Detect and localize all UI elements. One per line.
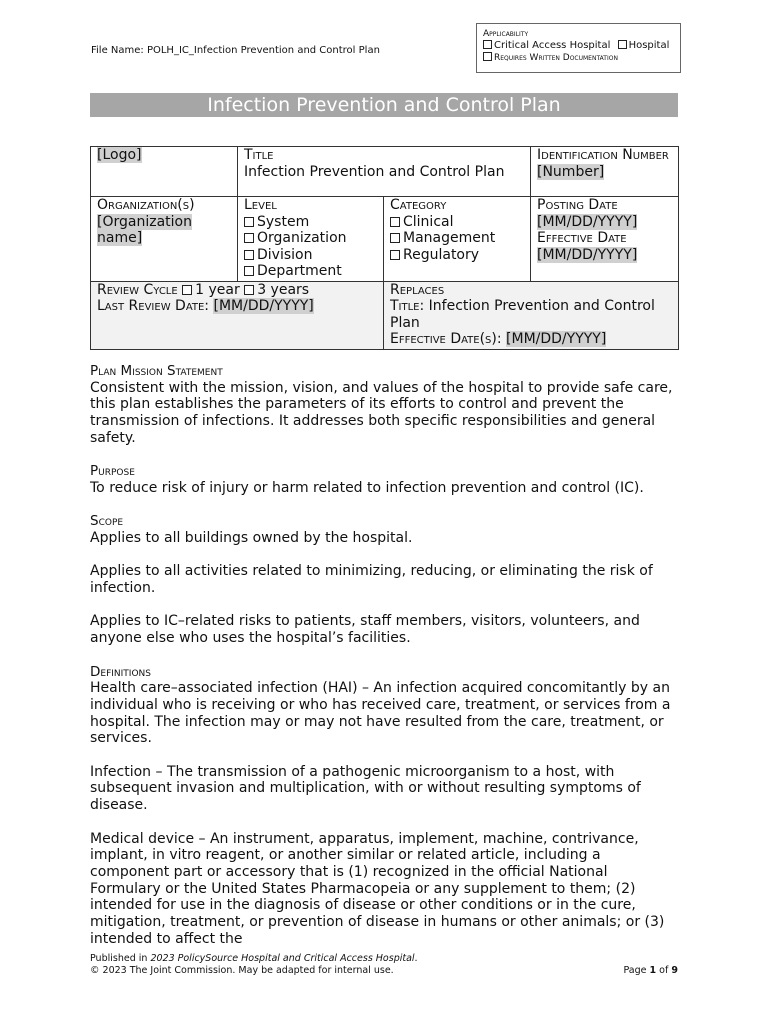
title-cell — [238, 147, 531, 197]
definitions-section — [90, 664, 682, 948]
published-suffix: . — [414, 953, 418, 964]
page-total: 9 — [671, 965, 678, 976]
level-department-checkbox[interactable] — [244, 266, 254, 276]
applicability-box — [476, 23, 681, 73]
purpose-heading: Purpose — [90, 463, 135, 480]
file-name: File Name: POLH_IC_Infection Prevention and Control Plan — [91, 45, 380, 56]
category-regulatory-label: Regulatory — [403, 246, 480, 263]
purpose-text: To reduce risk of injury or harm related to infection prevention and control (IC). — [90, 479, 644, 496]
page-of: of — [659, 965, 669, 976]
critical-access-label: Critical Access Hospital — [494, 40, 611, 51]
review-cycle-label: Review Cycle — [97, 281, 178, 298]
definition-medical-device: Medical device – An instrument, apparatus, implement, machine, contrivance, implant, in vitro reagent, or another similar or related article, including a component part or accessory that is (1) recognized in the official National Formulary or the United States Pharmacopeia or any supplement to them; (2) intended for use in the diagnosis of disease or other conditions or in the cure, mitigation, treatment, or prevention of disease in humans or other animals; or (3) intended to affect the — [90, 830, 665, 947]
definition-infection: Infection – The transmission of a pathogenic microorganism to a host, with subsequent invasion and multiplication, with or without resulting symptoms of disease. — [90, 763, 641, 814]
category-management-label: Management — [403, 230, 496, 246]
scope-heading: Scope — [90, 513, 124, 530]
category-cell — [384, 197, 531, 282]
scope-paragraph: Applies to all activities related to minimizing, reducing, or eliminating the risk of infection. — [90, 563, 653, 597]
document-title: Infection Prevention and Control Plan — [90, 93, 678, 117]
effective-date-label: Effective Date — [537, 230, 627, 246]
replaces-cell — [384, 281, 679, 349]
replaces-title-label: Title: — [390, 298, 425, 314]
category-label: Category — [390, 197, 447, 213]
level-division-checkbox[interactable] — [244, 250, 254, 260]
replaces-effective-value: [MM/DD/YYYY] — [506, 331, 607, 347]
organization-value: [Organization name] — [97, 213, 192, 246]
replaces-effective-label: Effective Date(s): — [390, 331, 502, 347]
purpose-section — [90, 463, 682, 496]
category-clinical-checkbox[interactable] — [390, 217, 400, 227]
document-body — [90, 363, 682, 964]
organization-cell — [91, 197, 238, 282]
scope-paragraph: Applies to all buildings owned by the hospital. — [90, 530, 413, 546]
category-management-checkbox[interactable] — [390, 233, 400, 243]
last-review-value: [MM/DD/YYYY] — [213, 298, 314, 314]
definitions-heading: Definitions — [90, 663, 151, 680]
effective-date-value: [MM/DD/YYYY] — [537, 246, 638, 263]
critical-access-checkbox[interactable] — [483, 40, 492, 49]
last-review-label: Last Review Date: — [97, 298, 210, 314]
posting-date-label: Posting Date — [537, 197, 618, 213]
page-number — [623, 965, 678, 977]
organization-label: Organization(s) — [97, 197, 195, 213]
mission-heading: Plan Mission Statement — [90, 363, 223, 379]
level-cell — [238, 197, 384, 282]
level-label: Level — [244, 197, 277, 213]
written-documentation-label: Requires Written Documentation — [494, 53, 618, 63]
applicability-title: Applicability — [483, 29, 529, 39]
level-organization-label: Organization — [257, 230, 347, 246]
level-division-label: Division — [257, 246, 313, 263]
category-clinical-label: Clinical — [403, 213, 454, 230]
logo-cell — [91, 147, 238, 197]
replaces-label: Replaces — [390, 281, 445, 298]
publication-name: 2023 PolicySource Hospital and Critical Access Hospital — [150, 953, 415, 964]
policy-metadata-table — [90, 146, 679, 350]
published-prefix: Published in — [90, 953, 151, 964]
posting-date-value: [MM/DD/YYYY] — [537, 213, 638, 230]
identification-cell — [531, 147, 679, 197]
level-system-label: System — [257, 213, 310, 230]
hospital-label: Hospital — [628, 40, 670, 51]
level-system-checkbox[interactable] — [244, 217, 254, 227]
title-value: Infection Prevention and Control Plan — [244, 163, 505, 180]
review-3years-checkbox[interactable] — [244, 285, 254, 295]
hospital-checkbox[interactable] — [618, 40, 627, 49]
review-cell — [91, 281, 384, 349]
page-word: Page — [623, 965, 647, 976]
dates-cell — [531, 197, 679, 282]
written-documentation-checkbox[interactable] — [483, 52, 492, 61]
category-regulatory-checkbox[interactable] — [390, 250, 400, 260]
published-line — [90, 953, 678, 965]
page-current: 1 — [649, 965, 657, 976]
definition-hai: Health care–associated infection (HAI) – An infection acquired concomitantly by an individual who is receiving or who has received care, treatment, or services from a hospital. The infection may or may not have resulted from the care, treatment, or services. — [90, 680, 671, 747]
mission-text: Consistent with the mission, vision, and values of the hospital to provide safe care, this plan establishes the parameters of its efforts to control and prevent the transmission of infections. It addresses both specific responsibilities and general safety. — [90, 379, 673, 446]
review-1year-checkbox[interactable] — [182, 285, 192, 295]
review-3years-label: 3 years — [257, 281, 310, 298]
page-footer — [90, 953, 678, 977]
identification-label: Identification Number — [537, 147, 669, 163]
logo-placeholder: [Logo] — [97, 147, 142, 163]
identification-value: [Number] — [537, 163, 605, 180]
scope-section — [90, 513, 682, 647]
mission-section — [90, 363, 682, 447]
level-organization-checkbox[interactable] — [244, 233, 254, 243]
review-1year-label: 1 year — [195, 281, 240, 298]
scope-paragraph: Applies to IC–related risks to patients, staff members, visitors, volunteers, and anyone else who uses the hospital’s facilities. — [90, 613, 640, 647]
replaces-title-value: Infection Prevention and Control Plan — [390, 298, 655, 331]
copyright-line: © 2023 The Joint Commission. May be adapted for internal use. — [90, 965, 394, 976]
level-department-label: Department — [257, 263, 342, 279]
title-label: Title — [244, 147, 274, 163]
